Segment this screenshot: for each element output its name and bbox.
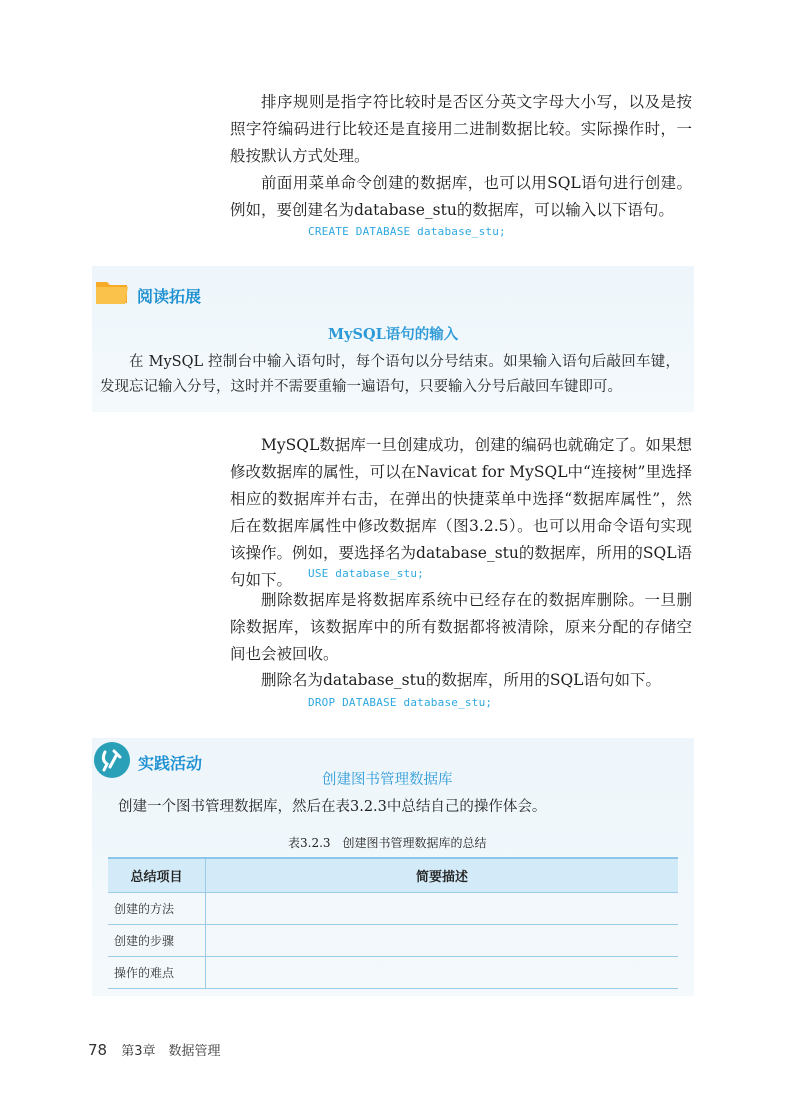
table-caption: 表3.2.3 创建图书管理数据库的总结 [288, 836, 487, 850]
intro-paragraph-1: 排序规则是指字符比较时是否区分英文字母大小写，以及是按照字符编码进行比较还是直接用二进制数据比较。实际操作时，一般按默认方式处理。 [230, 93, 692, 165]
practice-body: 创建一个图书管理数据库，然后在表3.2.3中总结自己的操作体会。 [118, 799, 547, 815]
page-number: 78 [88, 1041, 108, 1059]
table-header-cell: 简要描述 [206, 858, 679, 893]
table-cell: 创建的步骤 [108, 925, 206, 957]
main-paragraph-3: MySQL数据库一旦创建成功，创建的编码也就确定了。如果想修改数据库的属性，可以在Navicat for MySQL中“连接树”里选择相应的数据库并右击，在弹出的快捷菜单中选择“数据库属性”，然后在数据库属性中修改数据库（图3.2.5）。也可以用命令语句实现该操作。例如，要选择名为database_stu的数据库，所用的SQL语句如下。 [230, 436, 692, 589]
folder-icon [94, 276, 130, 310]
chapter-label: 第3章 数据管理 [121, 1044, 221, 1059]
table-header-cell: 总结项目 [108, 858, 206, 893]
tools-icon [92, 740, 132, 784]
practice-title: 创建图书管理数据库 [322, 772, 453, 788]
page-footer [88, 1040, 221, 1059]
reading-body: 在 MySQL 控制台中输入语句时，每个语句以分号结束。如果输入语句后敲回车键，发现忘记输入分号，这时并不需要重输一遍语句，只要输入分号后敲回车键即可。 [100, 354, 680, 395]
table-header-row [108, 858, 678, 893]
main-paragraph-4: 删除数据库是将数据库系统中已经存在的数据库删除。一旦删除数据库，该数据库中的所有数据都将被清除，原来分配的存储空间也会被回收。 [230, 591, 692, 663]
table-cell: 创建的方法 [108, 893, 206, 925]
code-drop-database: DROP DATABASE database_stu; [308, 696, 493, 709]
table-cell: 操作的难点 [108, 957, 206, 989]
reading-title: MySQL语句的输入 [328, 326, 459, 343]
table-row [108, 925, 678, 957]
code-create-database: CREATE DATABASE database_stu; [308, 225, 506, 238]
table-cell[interactable] [206, 893, 679, 925]
intro-paragraph-2: 前面用菜单命令创建的数据库，也可以用SQL语句进行创建。例如，要创建名为database_stu的数据库，可以输入以下语句。 [230, 174, 692, 219]
code-use-database: USE database_stu; [308, 567, 424, 580]
table-row [108, 957, 678, 989]
table-cell[interactable] [206, 925, 679, 957]
summary-table [108, 857, 678, 989]
table-row [108, 893, 678, 925]
reading-header: 阅读拓展 [137, 287, 202, 306]
main-paragraph-5: 删除名为database_stu的数据库，所用的SQL语句如下。 [261, 671, 661, 689]
table-cell[interactable] [206, 957, 679, 989]
practice-header: 实践活动 [138, 754, 203, 773]
